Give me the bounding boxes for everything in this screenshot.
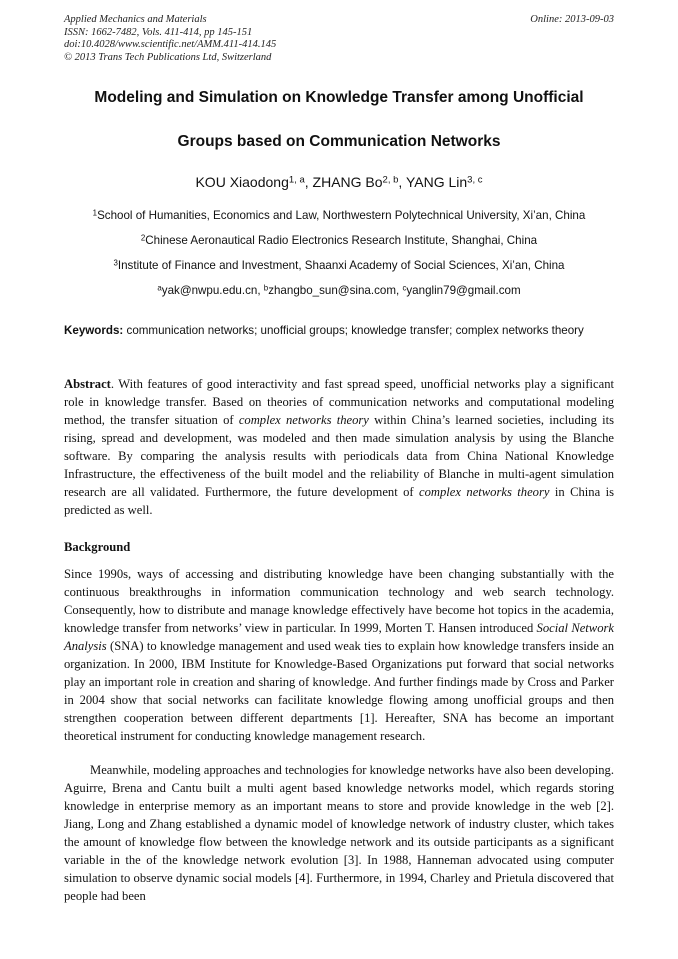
- affiliation-text: Chinese Aeronautical Radio Electronics Research Institute, Shanghai, China: [145, 234, 538, 247]
- issn-line: ISSN: 1662-7482, Vols. 411-414, pp 145-151: [64, 26, 253, 38]
- affiliation-2: [20, 234, 658, 247]
- paper-title-line-2: Groups based on Communication Networks: [177, 133, 501, 150]
- author-name: ZHANG Bo: [312, 174, 383, 190]
- abstract-text: within China’s learned societies, including its rising, spread and development, was modeled and then made simulation analysis by using the Blanche software. By comparing the analysis results with periodicals data from China National Knowledge Infrastructure, the effectiveness of the built model and the reliability of Blanche in multi-agent simulation research are all validated. Furthermore, the future development of: [64, 413, 614, 499]
- email-address[interactable]: zhangbo_sun@sina.com: [268, 284, 396, 297]
- affiliation-1: [20, 209, 658, 222]
- author-separator: ,: [398, 174, 406, 190]
- email-line: [20, 284, 658, 297]
- author-name: KOU Xiaodong: [195, 174, 289, 190]
- abstract-text: in China is predicted as well.: [64, 485, 614, 517]
- keywords-label: Keywords:: [64, 324, 124, 337]
- journal-header: [64, 14, 276, 64]
- doi-line[interactable]: doi:10.4028/www.scientific.net/AMM.411-414.145: [64, 39, 277, 50]
- email-separator: ,: [395, 284, 403, 297]
- keywords-text: communication networks; unofficial groups; knowledge transfer; complex networks theory: [126, 324, 584, 337]
- keywords-block: [64, 321, 614, 340]
- affiliation-superscript: 1: [92, 208, 98, 218]
- abstract-emphasis: complex networks theory: [419, 485, 550, 499]
- paragraph-text: Since 1990s, ways of accessing and distributing knowledge have been changing substantially with the continuous breakthroughs in information communication technology and web search technology. Consequently, how to distribute and manage knowledge effectively have become hot topics in the academia, knowledge transfer from networks’ view in particular. In 1999, Morten T. Hansen introduced: [64, 567, 614, 635]
- author-name: YANG Lin: [405, 174, 468, 190]
- affiliation-text: School of Humanities, Economics and Law, Northwestern Polytechnical University, Xi’an, China: [97, 209, 586, 222]
- paragraph-emphasis: Social Network Analysis: [64, 621, 614, 653]
- online-date: Online: 2013-09-03: [530, 14, 614, 25]
- affiliation-text: Institute of Finance and Investment, Shaanxi Academy of Social Sciences, Xi’an, China: [117, 259, 565, 272]
- abstract-emphasis: complex networks theory: [238, 413, 369, 427]
- affiliation-superscript: 2: [140, 233, 146, 243]
- journal-name: Applied Mechanics and Materials: [64, 14, 207, 25]
- abstract-paragraph: [64, 375, 614, 519]
- background-paragraph-1: [64, 565, 614, 745]
- section-heading-background: Background: [64, 540, 131, 554]
- email-superscript: b: [263, 283, 269, 293]
- author-list: [40, 174, 638, 190]
- email-separator: ,: [257, 284, 264, 297]
- email-address[interactable]: yanglin79@gmail.com: [406, 284, 521, 297]
- affiliation-superscript: 3: [113, 258, 118, 268]
- background-paragraph-2: [64, 761, 614, 905]
- abstract-text: . With features of good interactivity and fast spread speed, unofficial networks play a significant role in knowledge transfer. Based on theories of communication networks and computational modeling method, the transfer situation of: [64, 377, 614, 427]
- author-superscript: 2, b: [382, 174, 399, 186]
- email-address[interactable]: yak@nwpu.edu.cn: [161, 284, 258, 297]
- author-superscript: 1, a: [288, 174, 305, 186]
- email-superscript: c: [402, 283, 407, 293]
- author-separator: ,: [304, 174, 313, 190]
- copyright-line: © 2013 Trans Tech Publications Ltd, Switzerland: [64, 51, 272, 63]
- paragraph-text: Meanwhile, modeling approaches and technologies for knowledge networks have also been developing. Aguirre, Brena and Cantu built a multi agent based knowledge networks model, which regards storing knowledge in enterprise memory as an important means to store and provide knowledge in the web [2]. Jiang, Long and Zhang established a dynamic model of knowledge network of industry cluster, which takes the amount of knowledge flow between the knowledge network and its outside participants as a significant variable in the of the knowledge network evolution [3]. In 1988, Hanneman advocated using computer simulation to observe dynamic social models [4]. Furthermore, in 1994, Charley and Prietula discovered that people had been: [64, 763, 614, 903]
- email-superscript: a: [157, 283, 162, 293]
- paragraph-text: (SNA) to knowledge management and used weak ties to explain how knowledge transfers inside an organization. In 2000, IBM Institute for Knowledge-Based Organizations put forward that social networks play an important role in creation and sharing of knowledge. And further findings made by Cross and Parker in 2004 show that social networks can facilitate knowledge flowing among unofficial groups and then strengthen cooperation between different departments [1]. Hereafter, SNA has become an important theoretical instrument for conducting knowledge management research.: [64, 639, 614, 743]
- affiliation-3: [20, 259, 658, 272]
- abstract-label: Abstract: [64, 377, 111, 391]
- author-superscript: 3, c: [467, 174, 483, 186]
- paper-title-line-1: Modeling and Simulation on Knowledge Transfer among Unofficial: [94, 89, 584, 106]
